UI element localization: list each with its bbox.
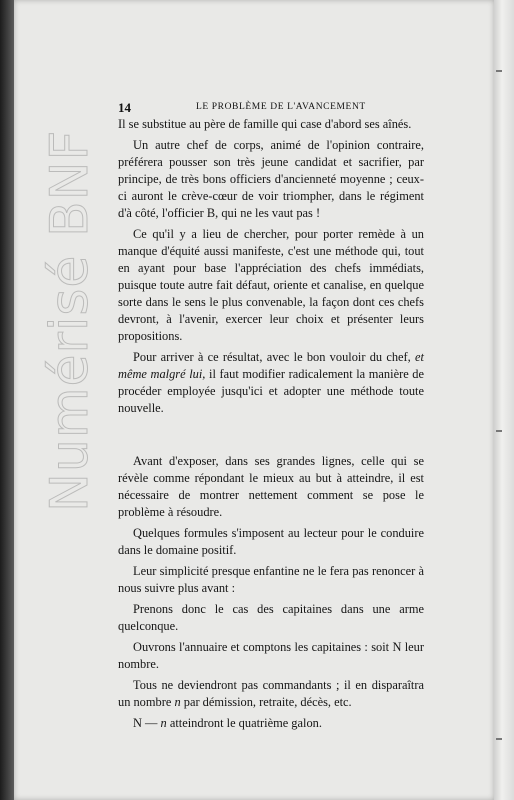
page-header (118, 100, 424, 116)
paragraph (118, 715, 424, 732)
paragraph: Quelques formules s'imposent au lecteur pour le conduire dans le domaine positif. (118, 526, 424, 557)
paragraph: Ouvrons l'annuaire et comptons les capitaines : soit N leur nombre. (118, 640, 424, 671)
paragraph: Avant d'exposer, dans ses grandes lignes, celle qui se révèle comme répondant le mieux au but à atteindre, il est nécessaire de montrer nettement comment se pose le problème à résoudre. (118, 454, 424, 519)
paragraph-text: il faut modifier radicalement la manière de procéder employée jusqu'ici et adopter une méthode toute nouvelle. (118, 367, 424, 415)
page-number: 14 (118, 100, 131, 115)
paragraph: Leur simplicité presque enfantine ne le fera pas renoncer à nous suivre plus avant : (118, 564, 424, 595)
section-gap (118, 421, 424, 453)
paragraph: Ce qu'il y a lieu de chercher, pour porter remède à un manque d'équité aussi manifeste, c'est une méthode qui, tout en ayant pour base l'appréciation des chefs immédiats, puisque toute autre fait défaut, oriente et canalise, en quelque sorte dans le sens le plus convenable, la façon dont ces chefs devront, à l'avenir, exercer leur choix et présenter leurs propositions. (118, 227, 424, 343)
page-edge (494, 0, 514, 800)
paragraph-text: N — (133, 716, 158, 730)
running-head: LE PROBLÈME DE L'AVANCEMENT (196, 102, 366, 112)
italic-text: n (160, 716, 167, 730)
page-edge-mark (496, 738, 502, 740)
paragraph (118, 677, 424, 711)
italic-text: n (174, 695, 181, 709)
paragraph-text: atteindront le quatrième galon. (169, 716, 322, 730)
scan-shadow-left (0, 0, 14, 800)
italic-text: et même malgré lui, (118, 350, 424, 381)
paragraph (118, 349, 424, 417)
page-edge-mark (496, 430, 502, 432)
paragraph: Un autre chef de corps, animé de l'opinion contraire, préférera pousser son très jeune candidat et sacrifier, par principe, de très bons officiers d'ancienneté moyenne ; ceux-ci auront le crève-cœur de voir triompher, dans le régiment d'à côté, l'officier B, qui ne les vaut pas ! (118, 138, 424, 220)
paragraph-text: par démission, retraite, décès, etc. (183, 695, 352, 709)
body-text (118, 116, 424, 736)
paragraph-text: Tous ne deviendront pas commandants ; il en disparaîtra un nombre (118, 678, 424, 709)
paragraph: Il se substitue au père de famille qui case d'abord ses aînés. (118, 117, 412, 131)
page-edge-mark (496, 70, 502, 72)
paragraph-text: Pour arriver à ce résultat, avec le bon vouloir du chef, (133, 350, 411, 364)
paragraph: Prenons donc le cas des capitaines dans une arme quelconque. (118, 602, 424, 633)
